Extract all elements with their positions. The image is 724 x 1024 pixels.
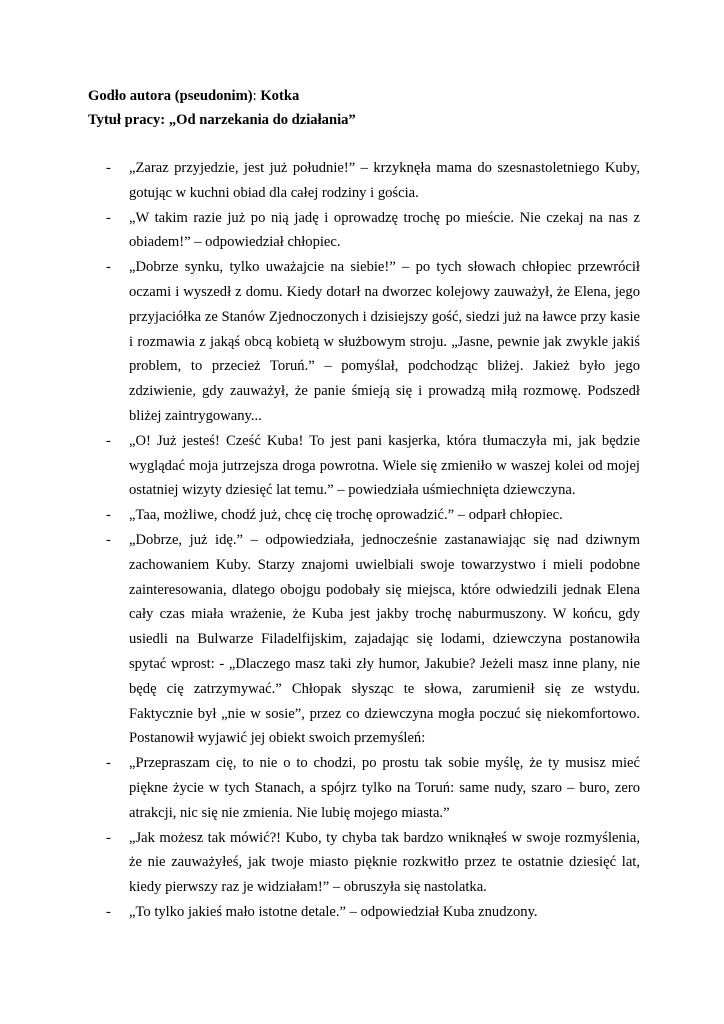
dialogue-text: „Dobrze synku, tylko uważajcie na siebie!” – po tych słowach chłopiec przewrócił oczami i wyszedł z domu. Kiedy dotarł na dworzec kolejowy zauważył, że Elena, jego przyjaciółka ze Stanów Zjednoczonych i dzisiejszy gość, siedzi już na ławce przy kasie i rozmawia z jakąś obcą kobietą w służbowym stroju. „Jasne, pewnie jak zwykle jakiś problem, to przecież Toruń.” – pomyślał, podchodząc bliżej. Jakież było jego zdziwienie, gdy zauważył, że panie śmieją się i prowadzą miłą rozmowę. Podszedł bliżej zaintrygowany...: [129, 259, 640, 424]
dialogue-item: [88, 429, 640, 503]
list-dash: -: [106, 531, 111, 548]
dialogue-text: „Jak możesz tak mówić?! Kubo, ty chyba tak bardzo wniknąłeś w swoje rozmyślenia, że nie zauważyłeś, jak twoje miasto pięknie rozkwitło przez te ostatnie dziesięć lat, kiedy pierwszy raz je widziałam!” – obruszyła się nastolatka.: [129, 829, 640, 896]
list-dash: -: [106, 829, 111, 846]
document-page: [88, 84, 640, 925]
dialogue-text: „Zaraz przyjedzie, jest już południe!” – krzyknęła mama do szesnastoletniego Kuby, gotując w kuchni obiad dla całej rodziny i gościa.: [129, 160, 640, 201]
list-dash: -: [106, 209, 111, 226]
dialogue-text: „Przepraszam cię, to nie o to chodzi, po prostu tak sobie myślę, że ty musisz mieć piękne życie w tych Stanach, a spójrz tylko na Toruń: same nudy, szaro – buro, zero atrakcji, nic się nie zmienia. Nie lubię mojego miasta.”: [129, 755, 640, 821]
dialogue-list: [88, 156, 640, 925]
author-line: [88, 84, 640, 108]
dialogue-text: „To tylko jakieś mało istotne detale.” – odpowiedział Kuba znudzony.: [129, 903, 538, 920]
dialogue-text: „Dobrze, już idę.” – odpowiedziała, jednocześnie zastanawiając się nad dziwnym zachowaniem Kuby. Starzy znajomi uwielbiali swoje towarzystwo i mieli podobne zainteresowania, dlatego obojgu podobały się miejsca, które odwiedzili jednak Elena cały czas miała wrażenie, że Kuba jest jakby trochę naburmuszony. W końcu, gdy usiedli na Bulwarze Filadelfijskim, zajadając się lodami, dziewczyna postanowiła spytać wprost: - „Dlaczego masz taki zły humor, Jakubie? Jeżeli masz inne plany, nie będę cię zatrzymywać.” Chłopak słysząc te słowa, zarumienił się ze wstydu. Faktycznie był „nie w sosie”, przez co dziewczyna mogła poczuć się niekomfortowo. Postanowił wyjawić jej obiekt swoich przemyśleń:: [129, 531, 640, 747]
dialogue-item: [88, 255, 640, 429]
list-dash: -: [106, 160, 111, 176]
list-dash: -: [106, 259, 111, 276]
list-dash: -: [106, 507, 111, 524]
dialogue-item: [88, 900, 640, 925]
author-separator: :: [252, 88, 257, 104]
list-dash: -: [106, 903, 111, 920]
dialogue-item: [88, 528, 640, 751]
dialogue-text: „Taa, możliwe, chodź już, chcę cię trochę oprowadzić.” – odparł chłopiec.: [129, 507, 563, 524]
dialogue-text: „O! Już jesteś! Cześć Kuba! To jest pani kasjerka, która tłumaczyła mi, jak będzie wyglądać moja jutrzejsza droga powrotna. Wiele się zmieniło w waszej kolei od mojej ostatniej wizyty dziesięć lat temu.” – powiedziała uśmiechnięta dziewczyna.: [129, 432, 640, 499]
title-line: [88, 108, 640, 132]
dialogue-item: [88, 503, 640, 528]
dialogue-item: [88, 206, 640, 256]
author-pseudonym: Kotka: [260, 88, 300, 104]
dialogue-text: „W takim razie już po nią jadę i oprowadzę trochę po mieście. Nie czekaj na nas z obiadem!” – odpowiedział chłopiec.: [129, 209, 640, 251]
work-title: „Od narzekania do działania”: [168, 112, 356, 128]
list-dash: -: [106, 432, 111, 449]
dialogue-item: [88, 751, 640, 825]
author-label: Godło autora (pseudonim): [88, 88, 253, 104]
dialogue-item: [88, 826, 640, 900]
title-label: Tytuł pracy:: [88, 112, 166, 128]
list-dash: -: [106, 755, 111, 772]
dialogue-item: [88, 156, 640, 206]
